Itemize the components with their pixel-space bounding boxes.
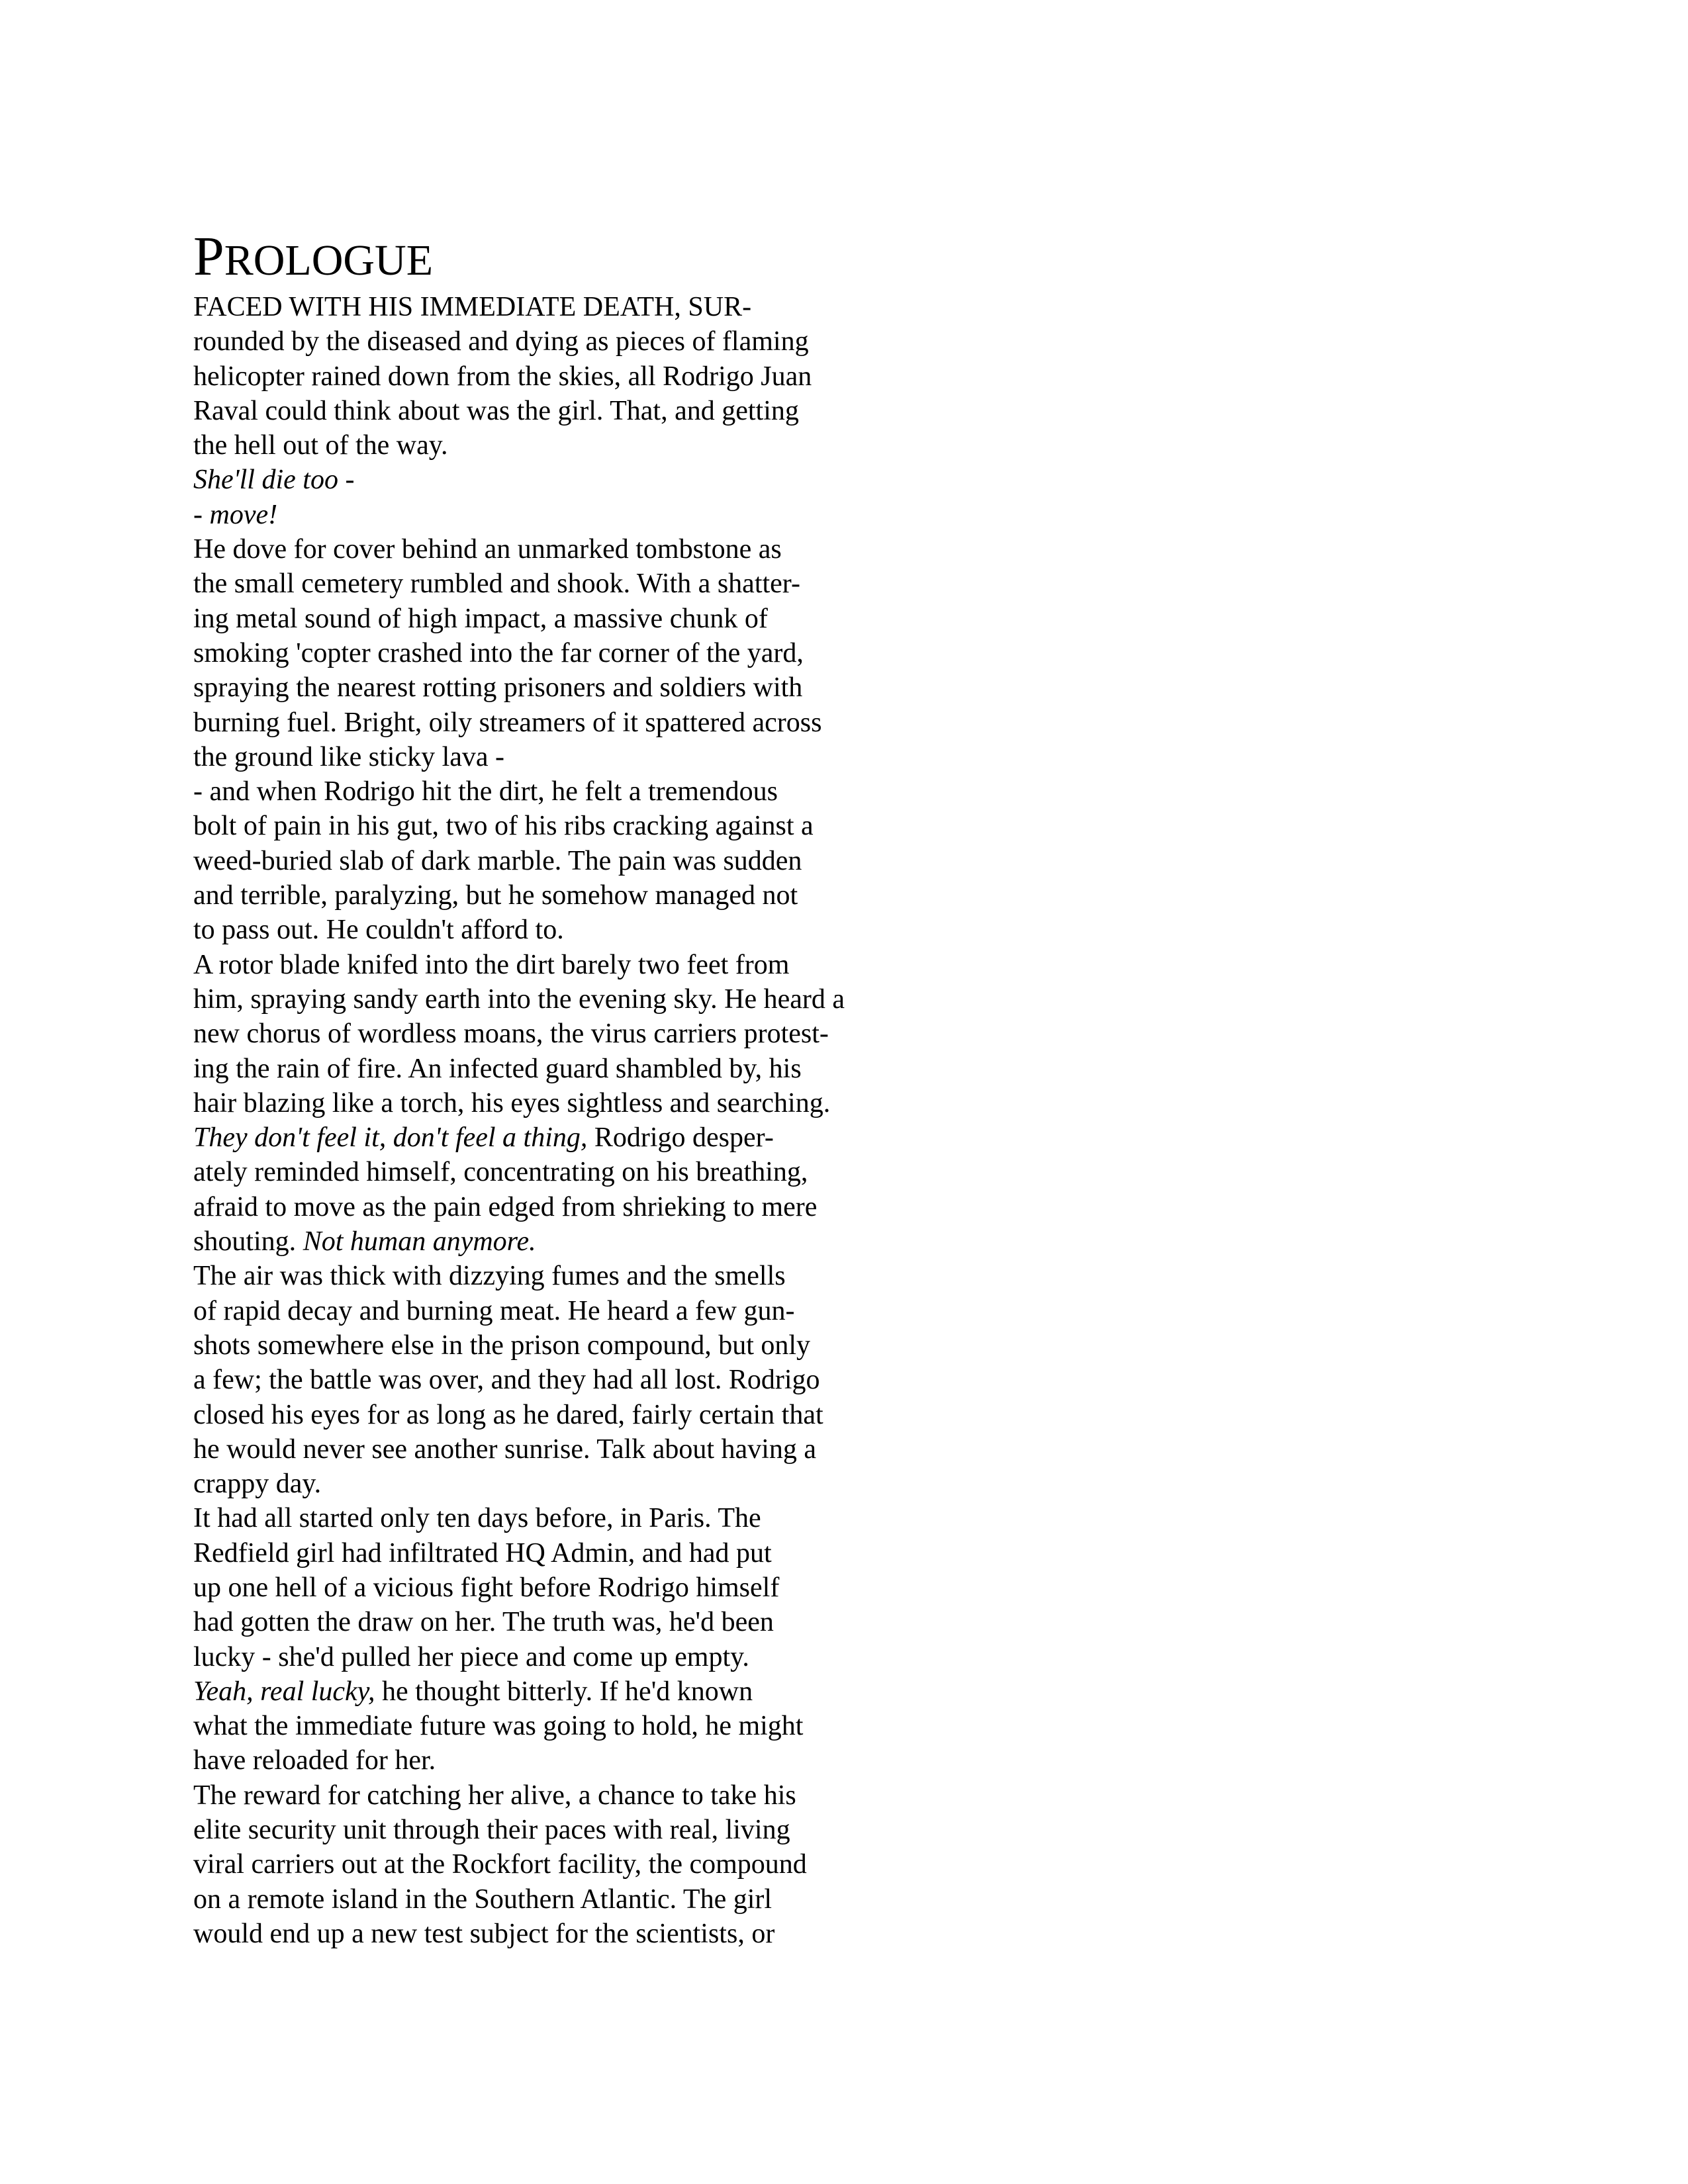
text-segment: had gotten the draw on her. The truth was, he'd been — [193, 1607, 774, 1638]
italic-text: They don't feel it, don't feel a thing, — [193, 1122, 588, 1154]
text-segment: bolt of pain in his gut, two of his ribs cracking against a — [193, 811, 814, 842]
text-segment: would end up a new test subject for the scientists, or — [193, 1918, 775, 1949]
text-segment: helicopter rained down from the skies, all Rodrigo Juan — [193, 361, 812, 392]
text-segment: shouting. — [193, 1226, 303, 1257]
text-line — [193, 1155, 955, 1189]
text-line — [193, 774, 955, 809]
text-line — [193, 498, 955, 532]
text-line — [193, 1363, 955, 1397]
text-segment: rounded by the diseased and dying as pieces of flaming — [193, 326, 809, 357]
text-segment: closed his eyes for as long as he dared, fairly certain that — [193, 1399, 823, 1430]
text-line — [193, 1605, 955, 1639]
text-segment: ing metal sound of high impact, a massive chunk of — [193, 603, 768, 634]
text-line — [193, 1778, 955, 1813]
text-line — [193, 844, 955, 878]
text-segment: shots somewhere else in the prison compound, but only — [193, 1330, 811, 1361]
text-segment: He dove for cover behind an unmarked tombstone as — [193, 534, 782, 565]
text-line — [193, 290, 955, 324]
text-segment: new chorus of wordless moans, the virus carriers protest- — [193, 1019, 829, 1050]
text-line — [193, 394, 955, 428]
text-line — [193, 913, 955, 947]
text-line — [193, 809, 955, 843]
italic-text: She'll die too - — [193, 465, 355, 496]
text-line — [193, 1743, 955, 1778]
text-segment: up one hell of a vicious fight before Rodrigo himself — [193, 1572, 780, 1603]
text-segment: viral carriers out at the Rockfort facility, the compound — [193, 1849, 807, 1880]
text-segment: the ground like sticky lava - — [193, 741, 505, 772]
text-line — [193, 1501, 955, 1535]
text-line — [193, 948, 955, 982]
text-segment: FACED WITH HIS IMMEDIATE DEATH, SUR- — [193, 292, 752, 322]
text-segment: The reward for catching her alive, a chance to take his — [193, 1780, 796, 1811]
text-line — [193, 428, 955, 463]
text-line — [193, 670, 955, 705]
text-segment: burning fuel. Bright, oily streamers of it spattered across — [193, 707, 822, 738]
text-segment: of rapid decay and burning meat. He heard a few gun- — [193, 1295, 795, 1326]
text-line — [193, 463, 955, 497]
text-segment: - and when Rodrigo hit the dirt, he felt a tremendous — [193, 776, 778, 807]
text-line — [193, 1328, 955, 1363]
text-line — [193, 1398, 955, 1432]
text-line — [193, 1674, 955, 1709]
text-line — [193, 1640, 955, 1674]
text-line — [193, 1224, 955, 1259]
italic-text: Not human anymore. — [303, 1226, 536, 1257]
text-segment: hair blazing like a torch, his eyes sightless and searching. — [193, 1087, 831, 1118]
text-line — [193, 1052, 955, 1086]
text-segment: a few; the battle was over, and they had all lost. Rodrigo — [193, 1365, 820, 1396]
text-line — [193, 1294, 955, 1328]
text-line — [193, 1467, 955, 1501]
chapter-title-initial: P — [193, 226, 224, 287]
text-line — [193, 1017, 955, 1051]
italic-text: - move! — [193, 499, 278, 530]
text-segment: weed-buried slab of dark marble. The pain was sudden — [193, 845, 802, 876]
text-line — [193, 1190, 955, 1224]
text-segment: Rodrigo desper- — [587, 1122, 774, 1154]
text-line — [193, 532, 955, 567]
text-line — [193, 1536, 955, 1570]
text-segment: he thought bitterly. If he'd known — [375, 1676, 753, 1707]
text-line — [193, 324, 955, 359]
text-line — [193, 567, 955, 601]
text-line — [193, 1882, 955, 1917]
text-line — [193, 1847, 955, 1882]
text-segment: the hell out of the way. — [193, 430, 448, 461]
text-segment: ately reminded himself, concentrating on his breathing, — [193, 1157, 808, 1188]
text-line — [193, 359, 955, 394]
text-segment: the small cemetery rumbled and shook. With a shatter- — [193, 569, 800, 600]
text-segment: and terrible, paralyzing, but he somehow managed not — [193, 880, 798, 911]
text-line — [193, 1432, 955, 1467]
text-line — [193, 602, 955, 636]
text-line — [193, 1120, 955, 1155]
text-line — [193, 1086, 955, 1120]
text-segment: Raval could think about was the girl. That, and getting — [193, 395, 799, 426]
body-text — [193, 290, 955, 1951]
text-segment: to pass out. He couldn't afford to. — [193, 915, 564, 946]
text-line — [193, 705, 955, 740]
text-line — [193, 1813, 955, 1847]
text-segment: The air was thick with dizzying fumes and the smells — [193, 1261, 786, 1292]
text-line — [193, 636, 955, 670]
text-line — [193, 1570, 955, 1605]
text-line — [193, 878, 955, 913]
page-content — [193, 224, 955, 1951]
text-segment: ing the rain of fire. An infected guard shambled by, his — [193, 1053, 802, 1084]
text-segment: on a remote island in the Southern Atlantic. The girl — [193, 1884, 773, 1915]
text-segment: afraid to move as the pain edged from shrieking to mere — [193, 1191, 818, 1222]
text-segment: spraying the nearest rotting prisoners and soldiers with — [193, 672, 803, 704]
text-line — [193, 1917, 955, 1951]
text-segment: elite security unit through their paces with real, living — [193, 1815, 790, 1846]
text-segment: he would never see another sunrise. Talk about having a — [193, 1433, 817, 1465]
text-segment: It had all started only ten days before, in Paris. The — [193, 1503, 761, 1534]
chapter-title-rest: ROLOGUE — [224, 236, 434, 285]
text-segment: lucky - she'd pulled her piece and come up empty. — [193, 1641, 749, 1672]
text-segment: A rotor blade knifed into the dirt barely two feet from — [193, 949, 790, 980]
text-line — [193, 982, 955, 1017]
text-line — [193, 740, 955, 774]
text-line — [193, 1709, 955, 1743]
text-segment: have reloaded for her. — [193, 1745, 436, 1776]
text-segment: Redfield girl had infiltrated HQ Admin, and had put — [193, 1537, 772, 1569]
chapter-title — [193, 224, 955, 290]
text-segment: smoking 'copter crashed into the far corner of the yard, — [193, 637, 804, 668]
text-segment: crappy day. — [193, 1469, 322, 1500]
text-line — [193, 1259, 955, 1293]
text-segment: him, spraying sandy earth into the evening sky. He heard a — [193, 983, 845, 1015]
text-segment: what the immediate future was going to hold, he might — [193, 1711, 804, 1742]
italic-text: Yeah, real lucky, — [193, 1676, 375, 1707]
